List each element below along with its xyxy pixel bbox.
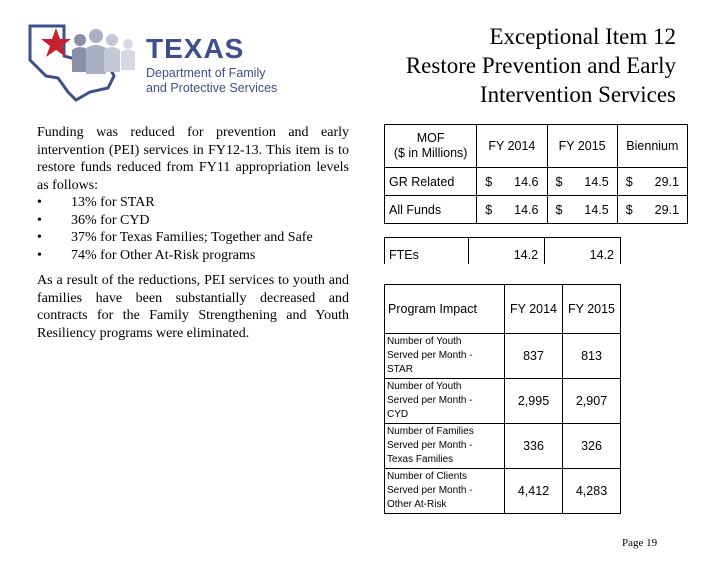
- row-label-line: CYD: [387, 409, 409, 420]
- row-label: [385, 424, 505, 469]
- ftes-fy2014: 14.2: [469, 238, 545, 265]
- list-item: • 37% for Texas Families; Together and Safe: [37, 229, 349, 247]
- logo-texas: TEXAS: [146, 33, 245, 64]
- biennium-value: 29.1: [647, 168, 688, 196]
- title-line-1: Exceptional Item 12: [489, 24, 676, 49]
- ftes-label: FTEs: [385, 238, 469, 265]
- fy2014-value: 14.6: [506, 168, 547, 196]
- table-row: [385, 238, 621, 265]
- star-icon: [41, 28, 71, 57]
- row-label-line: Other At-Risk: [387, 499, 447, 510]
- ftes-table: [384, 237, 621, 264]
- dfps-logo: [28, 22, 278, 102]
- row-label-line: Number of Youth: [387, 336, 462, 347]
- ftes-fy2015: 14.2: [545, 238, 621, 265]
- table-row: [385, 379, 621, 424]
- fy2014-header: FY 2014: [505, 285, 563, 334]
- row-label-line: Served per Month -: [387, 485, 473, 496]
- table-header-row: [385, 285, 621, 334]
- body-text: [37, 124, 349, 342]
- ftes-table-clip: [384, 237, 688, 264]
- row-label-line: Served per Month -: [387, 440, 473, 451]
- currency-symbol: $: [477, 168, 507, 196]
- currency-symbol: $: [477, 196, 507, 224]
- table-row: [385, 196, 688, 224]
- row-label-line: Number of Families: [387, 426, 474, 437]
- table-row: [385, 334, 621, 379]
- row-label: GR Related: [385, 168, 477, 196]
- fy2015-header: FY 2015: [547, 125, 617, 168]
- program-impact-table: [384, 284, 621, 514]
- row-label-line: Texas Families: [387, 454, 454, 465]
- fy2015-value: 14.5: [577, 196, 618, 224]
- fy2014-value: 14.6: [506, 196, 547, 224]
- result-paragraph: As a result of the reductions, PEI services to youth and families have been substantially decreased and contracts for the Family Strengthening and Youth Resiliency programs were eliminated.: [37, 273, 349, 341]
- table-row: [385, 469, 621, 514]
- row-label: [385, 469, 505, 514]
- row-label-line: STAR: [387, 364, 413, 375]
- fy2015-header: FY 2015: [563, 285, 621, 334]
- row-label: [385, 334, 505, 379]
- title-line-3: Intervention Services: [479, 82, 676, 107]
- figure-icon: [74, 34, 86, 46]
- biennium-value: 29.1: [647, 196, 688, 224]
- fy2014-value: 837: [505, 334, 563, 379]
- row-label: [385, 379, 505, 424]
- fy2014-value: 4,412: [505, 469, 563, 514]
- fy2015-value: 2,907: [563, 379, 621, 424]
- row-label-line: Number of Clients: [387, 471, 468, 482]
- page-number: Page 19: [622, 537, 658, 549]
- row-label-line: Number of Youth: [387, 381, 462, 392]
- table-row: [385, 424, 621, 469]
- logo-services: and Protective Services: [146, 81, 278, 95]
- mof-header-line-2: ($ in Millions): [393, 146, 468, 160]
- currency-symbol: $: [547, 196, 577, 224]
- list-item: • 36% for CYD: [37, 212, 349, 230]
- program-impact-header: Program Impact: [385, 285, 505, 334]
- list-item: • 74% for Other At-Risk programs: [37, 247, 349, 265]
- row-label-line: Served per Month -: [387, 350, 473, 361]
- row-label-line: Served per Month -: [387, 395, 473, 406]
- fy2015-value: 14.5: [577, 168, 618, 196]
- fy2015-value: 4,283: [563, 469, 621, 514]
- reduction-list: [37, 194, 349, 264]
- mof-table: [384, 124, 688, 224]
- table-header-row: [385, 125, 688, 168]
- logo-department: Department of Family: [146, 66, 266, 80]
- table-row: [385, 168, 688, 196]
- fy2015-value: 326: [563, 424, 621, 469]
- fy2014-value: 336: [505, 424, 563, 469]
- currency-symbol: $: [547, 168, 577, 196]
- slide-title: [356, 22, 676, 109]
- fy2014-header: FY 2014: [477, 125, 547, 168]
- mof-header: [385, 125, 477, 168]
- currency-symbol: $: [617, 168, 647, 196]
- fy2014-value: 2,995: [505, 379, 563, 424]
- currency-symbol: $: [617, 196, 647, 224]
- title-line-2: Restore Prevention and Early: [405, 53, 676, 78]
- list-item: • 13% for STAR: [37, 194, 349, 212]
- fy2015-value: 813: [563, 334, 621, 379]
- intro-paragraph: Funding was reduced for prevention and early intervention (PEI) services in FY12-13. This item is to restore funds reduced from FY11 appropriation levels as follows:: [37, 125, 349, 193]
- mof-header-line-1: MOF: [416, 131, 445, 145]
- row-label: All Funds: [385, 196, 477, 224]
- texas-map-icon: [28, 22, 146, 102]
- biennium-header: Biennium: [617, 125, 687, 168]
